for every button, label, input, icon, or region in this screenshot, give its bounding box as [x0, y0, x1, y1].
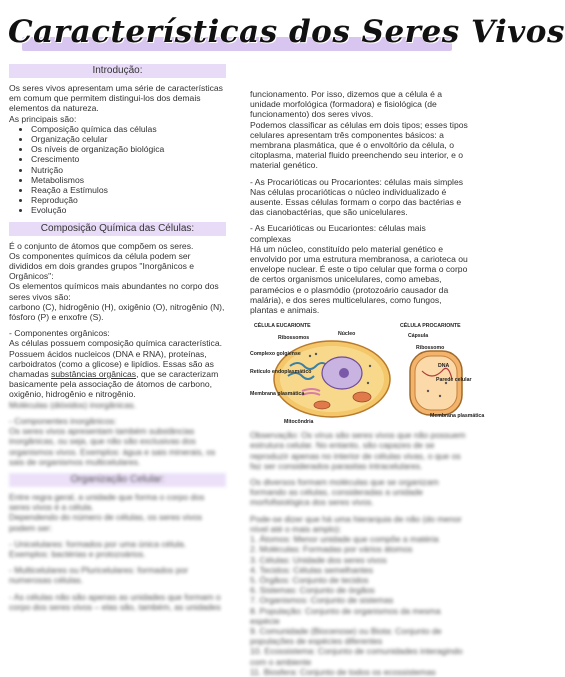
label-membrana-right: Membrana plasmática: [430, 413, 485, 420]
list-item: • Crescimento: [31, 154, 226, 164]
blurred-text: 11. Biosfera: Conjunto de todos os ecossistemas: [250, 666, 436, 677]
page-title: Características dos Seres Vivos: [8, 14, 565, 50]
organic-substances-term: substâncias orgânicas: [51, 369, 137, 380]
composition-paragraph: Os elementos químicos mais abundantes no corpo dos seres vivos são:: [9, 281, 219, 302]
intro-list-lead: As principais são:: [9, 113, 77, 124]
section-heading-organization: Organização Celular:: [9, 473, 226, 487]
characteristics-list: [9, 124, 226, 216]
eukaryote-label: CÉLULA EUCARIONTE: [254, 323, 311, 330]
blurred-text: 7. Organismos: Conjunto de sistemas: [250, 595, 394, 606]
blurred-text: Os seres vivos apresentam também substâncias inorgânicas, ou seja, que não são exclusivas dos organismos vivos. Exemplos: água e sais minerais, os sais de organismos multicelulares.: [9, 426, 216, 467]
label-capsula: Cápsula: [408, 333, 429, 340]
blurred-text: - Componentes inorgânicos:: [9, 415, 117, 426]
blurred-text: Observação: Os vírus são seres vivos que não possuem estrutura celular. No entanto, são capazes de se reproduzir apenas no interior de células vivas, o que os faz ser considerados parasitas intracelulares.: [250, 430, 466, 471]
label-nucleo: Núcleo: [338, 331, 356, 338]
blurred-text: Moléculas (dióxidos) inorgânicas.: [9, 399, 137, 410]
blurred-text: 1. Átomos: Menor unidade que compõe a matéria: [250, 534, 439, 545]
label-ribossomo-right: Ribossomo: [416, 345, 445, 352]
blurred-text: 6. Sistemas: Conjunto de órgãos: [250, 585, 375, 596]
organic-heading: - Componentes orgânicos:: [9, 328, 110, 339]
blurred-content-left: [9, 400, 226, 612]
label-membrana-left: Membrana plasmática: [250, 391, 305, 398]
list-item: • Organização celular: [31, 134, 226, 144]
blurred-content-right: [250, 430, 468, 677]
organic-paragraph: As células possuem composição química característica. Possuem ácidos nucleicos (DNA e RNA), proteínas, carboidratos (como a glicose) e lipídios. Essas são as chamadas substâncias orgânicas, que se caracterizam basicamente pela associação de átomos de carbono, oxigênio, hidrogênio e nitrogênio.: [9, 338, 223, 400]
label-dna: DNA: [438, 363, 450, 370]
blurred-text: 10. Ecossistema: Conjunto de comunidades interagindo com o ambiente: [250, 646, 463, 667]
title-area: [8, 8, 565, 64]
list-item: • Reprodução: [31, 195, 226, 205]
composition-paragraph: É o conjunto de átomos que compõem os seres.: [9, 240, 194, 251]
blurred-text: 2. Moléculas: Formadas por vários átomos: [250, 544, 413, 555]
label-ribossomos: Ribossomos: [278, 335, 310, 342]
right-paragraph: funcionamento. Por isso, dizemos que a célula é a unidade morfológica (formadora) e fisiológica (de funcionamento) dos seres vivos.: [250, 89, 443, 120]
left-column: [9, 64, 226, 612]
blurred-text: Os diversos formam moléculas que se organizam formando as células, consideradas a unidade morfofisiológica dos seres vivos.: [250, 477, 439, 508]
blurred-text: - Unicelulares: formados por uma única célula. Exemplos: bactérias e protozoários.: [9, 538, 187, 559]
blurred-text: Entre regra geral, a unidade que forma o corpo dos seres vivos é a célula.: [9, 491, 205, 513]
blurred-text: - Multicelulares ou Pluricelulares: formados por numerosas células.: [9, 565, 189, 586]
composition-paragraph: Os componentes químicos da célula podem ser divididos em dois grandes grupos "Inorgânicos e Orgânicos":: [9, 250, 195, 282]
list-item: • Os níveis de organização biológica: [31, 144, 226, 154]
label-reticulo: Retículo endoplasmático: [250, 369, 312, 376]
section-heading-composition: Composição Química das Células:: [9, 222, 226, 236]
prokaryote-paragraph: Nas células procarióticas o núcleo individualizado é ausente. Essas células formam o corpo das bactérias e das cianobactérias, que são unicelulares.: [250, 186, 462, 218]
blurred-text: 5. Órgãos: Conjunto de tecidos: [250, 574, 369, 585]
right-column: [250, 89, 485, 677]
blurred-text: Pode-se dizer que há uma hierarquia de não (do menor nível até o mais amplo):: [250, 513, 462, 534]
section-heading-intro: Introdução:: [9, 64, 226, 78]
list-item: • Evolução: [31, 205, 226, 215]
prokaryote-label: CÉLULA PROCARIONTE: [400, 323, 461, 330]
list-item: • Composição química das células: [31, 124, 226, 134]
intro-paragraph: Os seres vivos apresentam uma série de características em comum que permitem distingui-los dos demais elementos da natureza.: [9, 83, 223, 114]
right-paragraph: Podemos classificar as células em dois tipos; esses tipos celulares apresentam três componentes básicos: a membrana plasmática, que é o envoltório da célula, o citoplasma, material fluido preenchendo seu interior, e o material genético.: [250, 119, 468, 171]
eukaryote-heading: - As Eucarióticas ou Eucariontes: células mais complexas: [250, 223, 426, 244]
label-parede: Parede celular: [436, 377, 472, 384]
blurred-text: 8. População: Conjunto de organismos da mesma espécie: [250, 605, 441, 626]
label-mitocondria: Mitocôndria: [284, 419, 314, 426]
list-item: • Metabolismos: [31, 175, 226, 185]
list-item: • Nutrição: [31, 165, 226, 175]
blurred-text: - As células não são apenas as unidades que formam o corpo dos seres vivos – elas são, também, as unidades: [9, 591, 221, 612]
blurred-text: 9. Comunidade (Biocenose) ou Biota: Conjunto de populações de espécies diferentes: [250, 625, 442, 647]
blurred-text: 3. Células: Unidade dos seres vivos: [250, 554, 387, 565]
list-item: • Reação a Estímulos: [31, 185, 226, 195]
composition-paragraph: carbono (C), hidrogênio (H), oxigênio (O), nitrogênio (N), fósforo (P) e enxofre (S).: [9, 301, 225, 323]
blurred-text: Dependendo do número de células, os seres vivos podem ser:: [9, 512, 202, 533]
blurred-text: 4. Tecidos: Células semelhantes: [250, 564, 374, 575]
eukaryote-paragraph: Há um núcleo, constituído pelo material genético e envolvido por uma estrutura membranosa, a carioteca ou envelope nuclear. É este o tipo celular que forma o corpo de certos organismos unicelulares, como amebas, paramécios e o plasmódio (protozoário causador da malária), e dos seres multicelulares, como fungos, plantas e animais.: [250, 243, 468, 316]
prokaryote-heading: - As Procarióticas ou Procariontes: células mais simples: [250, 176, 464, 187]
cell-diagram: [250, 321, 485, 426]
label-complexo: Complexo golgiense: [250, 351, 301, 358]
